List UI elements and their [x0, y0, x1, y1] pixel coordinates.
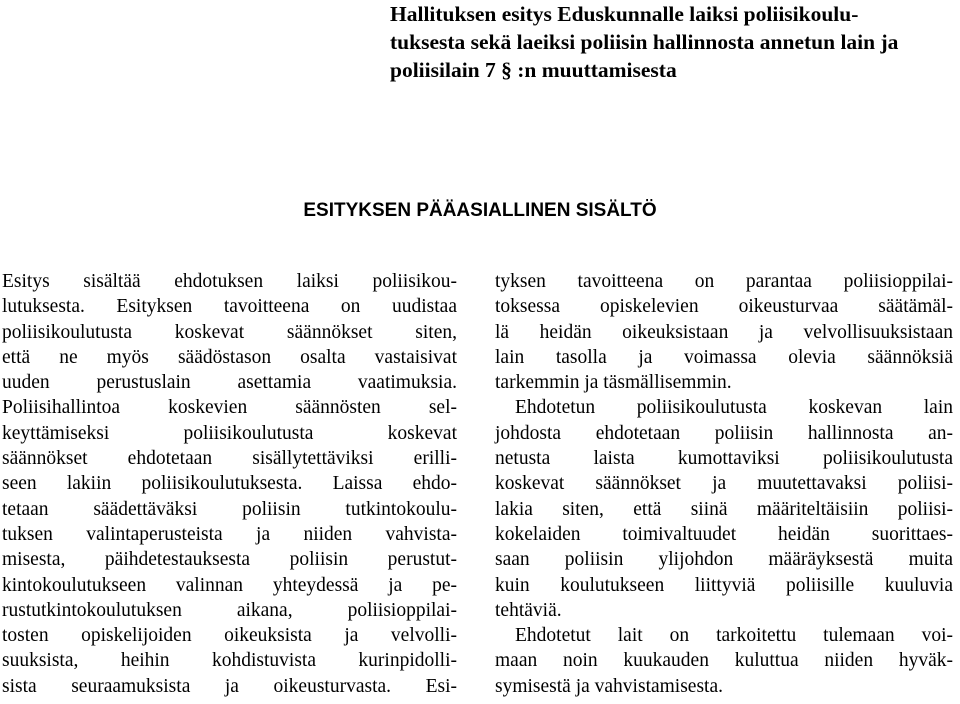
- text-line: suuksista, heihin kohdistuvista kurinpidolli-: [2, 650, 457, 672]
- text-line: lutuksesta. Esityksen tavoitteena on uudistaa: [2, 296, 457, 318]
- text-line: tosten opiskelijoiden oikeuksista ja velvolli-: [2, 625, 457, 647]
- text-line: toksessa opiskelevien oikeusturvaa säätämäl-: [495, 296, 953, 318]
- text-line: poliisikoulutusta koskevat säännökset siten,: [2, 321, 457, 343]
- right-text-column: [495, 269, 953, 699]
- text-line: lain tasolla ja voimassa olevia säännöksiä: [495, 346, 953, 368]
- text-line: lakia siten, että siinä määriteltäisiin poliisi-: [495, 498, 953, 520]
- title-line: tuksesta sekä laeiksi poliisin hallinnosta annetun lain ja: [390, 30, 899, 54]
- text-line: Poliisihallintoa koskevien säännösten sel-: [2, 397, 457, 419]
- text-line: kintokoulutukseen valinnan yhteydessä ja pe-: [2, 574, 457, 596]
- text-line: säännökset ehdotetaan sisällytettäviksi erilli-: [2, 448, 457, 470]
- text-line: sista seuraamuksista ja oikeusturvasta. Esi-: [2, 675, 457, 697]
- text-line: kuin koulutukseen liittyviä poliisille kuuluvia: [495, 574, 953, 596]
- text-line: keyttämiseksi poliisikoulutusta koskevat: [2, 422, 457, 444]
- text-line: tuksen valintaperusteista ja niiden vahvista-: [2, 523, 457, 545]
- text-line: maan noin kuukauden kuluttua niiden hyväk-: [495, 650, 953, 672]
- text-line: kokelaiden toimivaltuudet heidän suorittaes-: [495, 523, 953, 545]
- title-line: Hallituksen esitys Eduskunnalle laiksi poliisikoulu-: [390, 2, 859, 26]
- title-line: poliisilain 7 § :n muuttamisesta: [390, 58, 677, 82]
- text-line: saan poliisin ylijohdon määräyksestä muita: [495, 549, 953, 571]
- text-line: misesta, päihdetestauksesta poliisin perustut-: [2, 549, 457, 571]
- section-heading: ESITYKSEN PÄÄASIALLINEN SISÄLTÖ: [303, 200, 657, 221]
- text-line: netusta laista kumottaviksi poliisikoulutusta: [495, 448, 953, 470]
- left-text-column: [2, 269, 457, 699]
- text-line: että ne myös säädöstason osalta vastaisivat: [2, 346, 457, 368]
- text-line: Ehdotetut lait on tarkoitettu tulemaan voi-: [515, 625, 953, 647]
- text-line: tarkemmin ja täsmällisemmin.: [495, 372, 732, 394]
- text-line: Ehdotetun poliisikoulutusta koskevan lain: [515, 397, 953, 419]
- text-line: tyksen tavoitteena on parantaa poliisioppilai-: [495, 271, 953, 292]
- text-line: koskevat säännökset ja muutettavaksi poliisi-: [495, 473, 953, 495]
- text-line: rustutkintokoulutuksen aikana, poliisioppilai-: [2, 599, 457, 621]
- text-line: lä heidän oikeuksistaan ja velvollisuuksistaan: [495, 321, 953, 343]
- text-line: symisestä ja vahvistamisesta.: [495, 675, 724, 697]
- text-line: tetaan säädettäväksi poliisin tutkintokoulu-: [2, 498, 457, 520]
- text-line: tehtäviä.: [495, 599, 562, 621]
- document-title: [390, 0, 956, 84]
- text-line: johdosta ehdotetaan poliisin hallinnosta an-: [495, 422, 953, 444]
- text-line: uuden perustuslain asettamia vaatimuksia.: [2, 372, 457, 394]
- text-line: seen lakiin poliisikoulutuksesta. Laissa ehdo-: [2, 473, 457, 495]
- text-line: Esitys sisältää ehdotuksen laiksi poliisikou-: [2, 271, 457, 292]
